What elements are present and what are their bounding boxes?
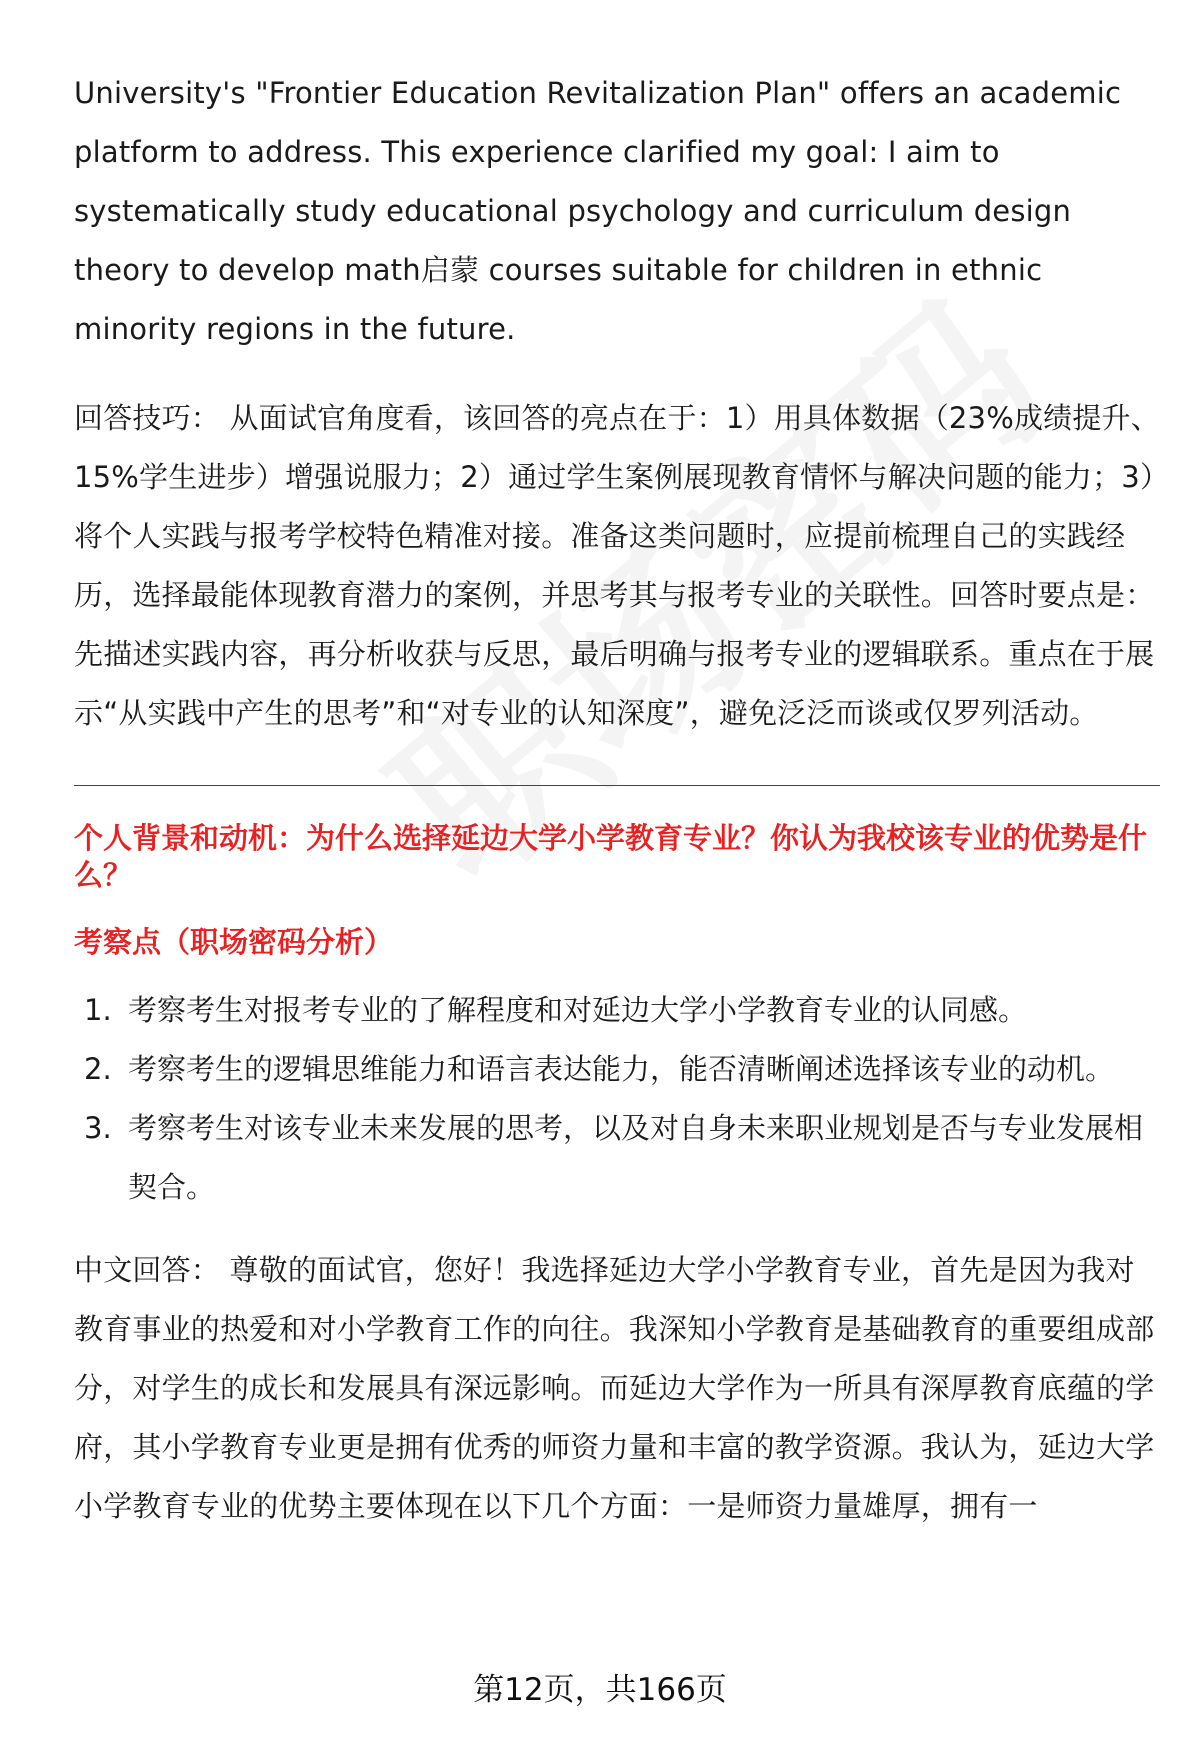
list-item-number: 3. (84, 1111, 112, 1145)
list-item (74, 1099, 1160, 1217)
chinese-answer-paragraph (74, 1241, 1160, 1536)
list-item (74, 1040, 1160, 1099)
list-item (74, 981, 1160, 1040)
assessment-points-list (74, 981, 1160, 1217)
answer-tips-label: 回答技巧： (74, 401, 221, 435)
english-answer-paragraph: University's "Frontier Education Revitalization Plan" offers an academic platform to address. This experience clarified my goal: I aim to systematically study educational psychology and curriculum design theory to develop math启蒙 courses suitable for children in ethnic minority regions in the future. (74, 76, 1122, 346)
page-number-footer: 第12页，共166页 (473, 1672, 727, 1708)
list-item-number: 1. (84, 993, 112, 1027)
answer-tips-paragraph (74, 389, 1160, 743)
list-item-text: 考察考生对报考专业的了解程度和对延边大学小学教育专业的认同感。 (128, 993, 1028, 1027)
list-item-text: 考察考生的逻辑思维能力和语言表达能力，能否清晰阐述选择该专业的动机。 (128, 1052, 1115, 1086)
list-item-text: 考察考生对该专业未来发展的思考，以及对自身未来职业规划是否与专业发展相契合。 (128, 1111, 1144, 1204)
answer-tips-text: 从面试官角度看，该回答的亮点在于：1）用具体数据（23%成绩提升、15%学生进步）增强说服力；2）通过学生案例展现教育情怀与解决问题的能力；3）将个人实践与报考学校特色精准对接。准备这类问题时，应提前梳理自己的实践经历，选择最能体现教育潜力的案例，并思考其与报考专业的关联性。回答时要点是：先描述实践内容，再分析收获与反思，最后明确与报考专业的逻辑联系。重点在于展示“从实践中产生的思考”和“对专业的认知深度”，避免泛泛而谈或仅罗列活动。 (74, 401, 1160, 730)
document-page (74, 64, 1160, 1536)
section-divider (74, 785, 1160, 786)
chinese-answer-label: 中文回答： (74, 1253, 221, 1287)
assessment-points-heading: 考察点（职场密码分析） (74, 925, 394, 959)
question-title: 个人背景和动机：为什么选择延边大学小学教育专业？你认为我校该专业的优势是什么？ (74, 821, 1148, 892)
chinese-answer-text: 尊敬的面试官，您好！我选择延边大学小学教育专业，首先是因为我对教育事业的热爱和对小学教育工作的向往。我深知小学教育是基础教育的重要组成部分，对学生的成长和发展具有深远影响。而延边大学作为一所具有深厚教育底蕴的学府，其小学教育专业更是拥有优秀的师资力量和丰富的教学资源。我认为，延边大学小学教育专业的优势主要体现在以下几个方面：一是师资力量雄厚，拥有一 (74, 1253, 1155, 1523)
list-item-number: 2. (84, 1052, 112, 1086)
